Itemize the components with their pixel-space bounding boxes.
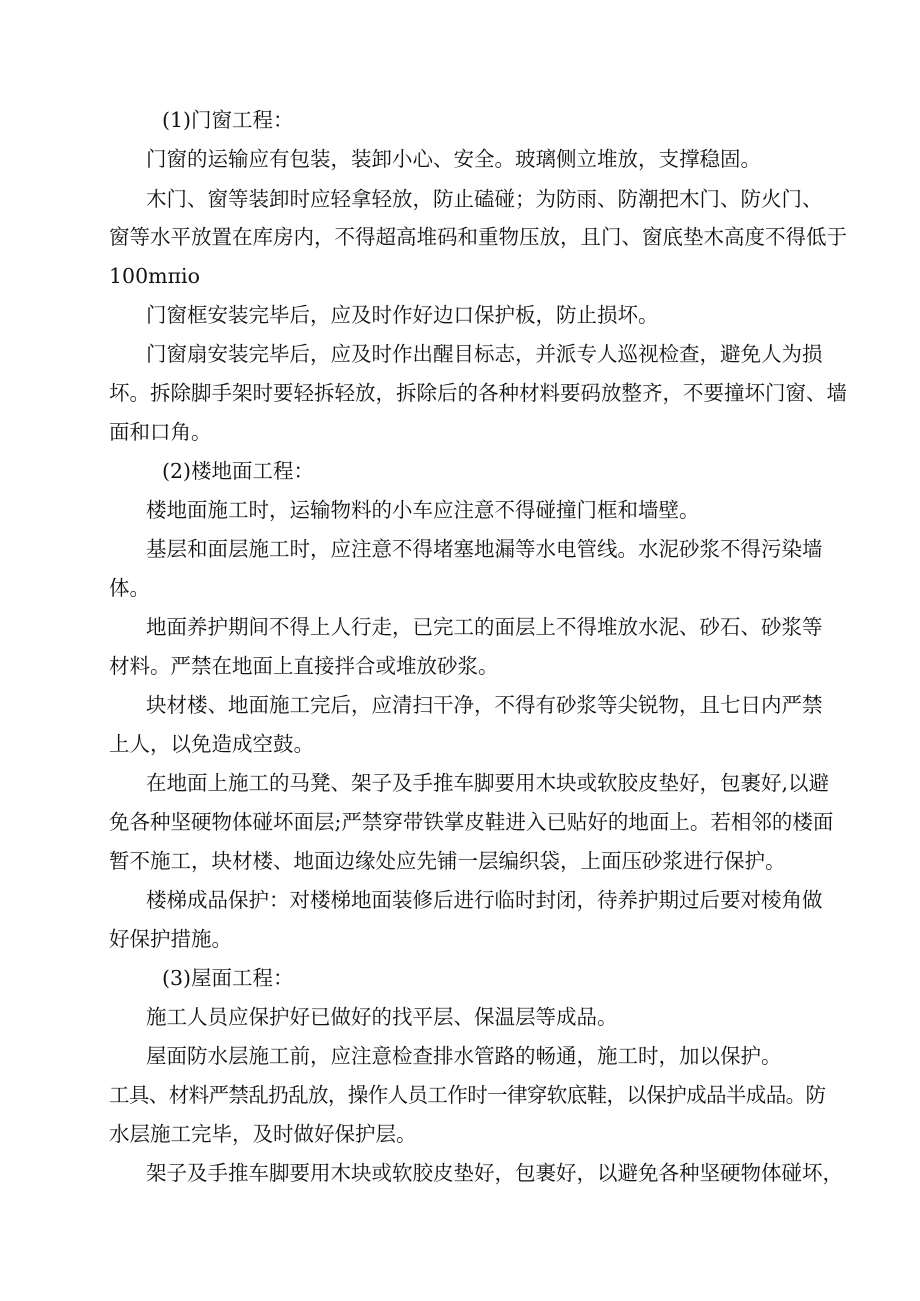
paragraph-line: 坏。拆除脚手架时要轻拆轻放，拆除后的各种材料要码放整齐，不要撞坏门窗、墙 bbox=[109, 381, 847, 405]
paragraph-line: 块材楼、地面施工完后，应清扫干净，不得有砂浆等尖锐物，且七日内严禁 bbox=[146, 693, 823, 717]
paragraph-line: 屋面防水层施工前，应注意检查排水管路的畅通，施工时，加以保护。 bbox=[146, 1044, 782, 1068]
paragraph-line: 工具、材料严禁乱扔乱放，操作人员工作时一律穿软底鞋，以保护成品半成品。防 bbox=[109, 1083, 826, 1107]
paragraph-line: 楼梯成品保护：对楼梯地面装修后进行临时封闭，待养护期过后要对棱角做 bbox=[146, 888, 823, 912]
paragraph-line: 上人，以免造成空鼓。 bbox=[109, 732, 314, 756]
section-heading-doors-windows: (1)门窗工程： bbox=[162, 108, 294, 132]
section-heading-floors: (2)楼地面工程： bbox=[162, 459, 315, 483]
paragraph-line: 基层和面层施工时，应注意不得堵塞地漏等水电管线。水泥砂浆不得污染墙 bbox=[146, 537, 823, 561]
paragraph-line: 窗等水平放置在库房内，不得超高堆码和重物压放，且门、窗底垫木高度不得低于 bbox=[109, 225, 847, 249]
paragraph-line: 门窗的运输应有包装，装卸小心、安全。玻璃侧立堆放，支撑稳固。 bbox=[146, 147, 761, 171]
paragraph-line: 面和口角。 bbox=[109, 420, 212, 444]
paragraph-line: 材料。严禁在地面上直接拌合或堆放砂浆。 bbox=[109, 654, 499, 678]
paragraph-line: 地面养护期间不得上人行走，已完工的面层上不得堆放水泥、砂石、砂浆等 bbox=[146, 615, 823, 639]
section-heading-roof: (3)屋面工程： bbox=[162, 966, 294, 990]
paragraph-line: 木门、窗等装卸时应轻拿轻放，防止磕碰；为防雨、防潮把木门、防火门、 bbox=[146, 187, 823, 211]
paragraph-line: 体。 bbox=[109, 576, 150, 600]
paragraph-line: 楼地面施工时，运输物料的小车应注意不得碰撞门框和墙壁。 bbox=[146, 498, 700, 522]
paragraph-line: 在地面上施工的马凳、架子及手推车脚要用木块或软胶皮垫好，包裹好,以避 bbox=[146, 771, 830, 795]
paragraph-line: 100mπio bbox=[109, 264, 200, 288]
paragraph-line: 免各种坚硬物体碰坏面层;严禁穿带铁掌皮鞋进入已贴好的地面上。若相邻的楼面 bbox=[109, 810, 834, 834]
paragraph-line: 水层施工完毕，及时做好保护层。 bbox=[109, 1122, 417, 1146]
paragraph-line: 门窗扇安装完毕后，应及时作出醒目标志，并派专人巡视检查，避免人为损 bbox=[146, 342, 823, 366]
paragraph-line: 门窗框安装完毕后，应及时作好边口保护板，防止损坏。 bbox=[146, 303, 659, 327]
paragraph-line: 施工人员应保护好已做好的找平层、保温层等成品。 bbox=[146, 1005, 618, 1029]
paragraph-line: 架子及手推车脚要用木块或软胶皮垫好，包裹好，以避免各种坚硬物体碰坏， bbox=[146, 1161, 843, 1185]
paragraph-line: 好保护措施。 bbox=[109, 927, 232, 951]
paragraph-line: 暂不施工，块材楼、地面边缘处应先铺一层编织袋，上面压砂浆进行保护。 bbox=[109, 849, 786, 873]
